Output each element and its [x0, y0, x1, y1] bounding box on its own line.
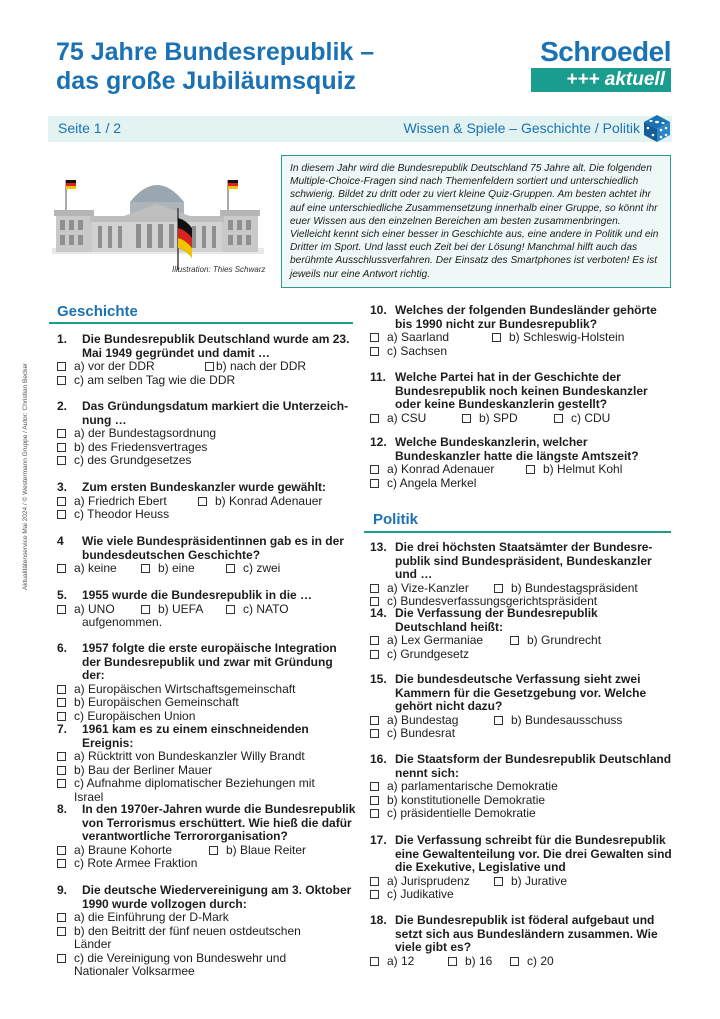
question-2 [57, 400, 357, 468]
checkbox[interactable] [370, 650, 379, 659]
question-text: Die Verfassung schreibt für die Bundesrepublik eine Gewaltenteilung vor. Die drei Gewalten sind die Exekutive, Legislative und [395, 833, 672, 874]
answer-option[interactable]: a) Lex Germaniae [370, 634, 510, 648]
answer-option[interactable]: b) SPD [462, 412, 554, 426]
checkbox[interactable] [57, 954, 66, 963]
answer-option[interactable]: a) keine [57, 562, 141, 576]
checkbox[interactable] [370, 347, 379, 356]
question-14 [370, 607, 672, 661]
question-5 [57, 589, 357, 630]
question-number: 1. [57, 332, 68, 346]
question-number: 12. [370, 435, 387, 449]
checkbox[interactable] [209, 846, 218, 855]
answer-option[interactable]: b) Jurative [494, 875, 567, 889]
question-text: Zum ersten Bundeskanzler wurde gewählt: [82, 480, 327, 494]
question-number: 13. [370, 540, 387, 554]
checkbox[interactable] [370, 796, 379, 805]
checkbox[interactable] [370, 479, 379, 488]
answer-option[interactable]: b) konstitutionelle Demokratie [370, 794, 545, 808]
answer-option[interactable]: b) nach der DDR [205, 360, 306, 374]
question-text: In den 1970er-Jahren wurde die Bundesrepublik von Terrorismus erschüttert. Wie hieß die dafür verantwortliche Terrororganisation? [82, 802, 356, 843]
question-15 [370, 673, 672, 741]
answer-option[interactable]: c) NATO [226, 603, 289, 617]
checkbox[interactable] [370, 957, 379, 966]
schroedel-logo [531, 38, 671, 92]
logo-tag: +++ aktuell [531, 68, 671, 92]
question-1 [57, 333, 357, 387]
question-text: Die drei höchsten Staatsämter der Bundesrepublik sind Bundespräsident, Bundeskanzler und … [395, 540, 653, 581]
intro-box: In diesem Jahr wird die Bundesrepublik Deutschland 75 Jahre alt. Die folgenden Multiple-Choice-Fragen sind nach Themenfeldern sortiert und unterschiedlich schwierig. Bildet zu dritt oder zu viert kleine Quiz-Gruppen. Am besten achtet ihr auf eine unterschiedliche Zusammensetzung innerhalb einer Gruppe, so könnt ihr euer Wissen aus den einzelnen Bereichen am besten zusammenbringen. Vielleicht kennt sich einer besser in Geschichte aus, eine andere in Politik und ein Dritter im Sport. Und lasst euch Zeit bei der Lösung! Manchmal hilft auch das berühmte Ausschlussverfahren. Der Einsatz des Smartphones ist verboten! Es ist jeweils nur eine Antwort richtig. [281, 155, 671, 288]
checkbox[interactable] [494, 584, 503, 593]
question-10 [370, 304, 672, 358]
answer-option[interactable]: a) Europäischen Wirtschaftsgemeinschaft [57, 683, 295, 697]
checkbox[interactable] [370, 716, 379, 725]
answer-option[interactable]: c) die Vereinigung von Bundeswehr und Nationaler Volksarmee [57, 952, 332, 979]
checkbox[interactable] [510, 957, 519, 966]
title-line-1: 75 Jahre Bundesrepublik – [56, 38, 375, 66]
question-text: Welche Bundeskanzlerin, welcher Bundeskanzler hatte die längste Amtszeit? [395, 435, 639, 463]
answer-option[interactable]: a) Konrad Adenauer [370, 463, 526, 477]
question-number: 16. [370, 752, 387, 766]
checkbox[interactable] [57, 712, 66, 721]
answer-option[interactable]: a) parlamentarische Demokratie [370, 780, 558, 794]
answer-option[interactable]: c) Bundesverfassungsgerichtspräsident [370, 595, 597, 609]
question-12 [370, 436, 672, 490]
answer-option[interactable]: b) Bundesausschuss [494, 714, 622, 728]
question-text: 1955 wurde die Bundesrepublik in die … [82, 588, 313, 602]
checkbox[interactable] [370, 782, 379, 791]
question-text: 1961 kam es zu einem einschneidenden Ereignis: [82, 722, 309, 750]
answer-option[interactable]: a) Friedrich Ebert [57, 495, 198, 509]
checkbox[interactable] [370, 597, 379, 606]
checkbox[interactable] [57, 927, 66, 936]
question-number: 11. [370, 370, 387, 384]
checkbox[interactable] [57, 497, 66, 506]
answer-option[interactable]: a) die Einführung der D-Mark [57, 911, 229, 925]
answer-option[interactable]: b) UEFA [141, 603, 226, 617]
question-number: 8. [57, 802, 68, 816]
answer-option[interactable]: a) Rücktritt von Bundeskanzler Willy Brandt [57, 750, 305, 764]
question-6 [57, 642, 357, 723]
answer-option[interactable]: c) Europäischen Union [57, 710, 195, 724]
answer-option[interactable]: c) 20 [510, 955, 554, 969]
title-line-2: das große Jubiläumsquiz [56, 67, 357, 95]
checkbox[interactable] [226, 605, 235, 614]
checkbox[interactable] [57, 376, 66, 385]
answer-option[interactable]: c) Rote Armee Fraktion [57, 857, 197, 871]
question-text: Die Staatsform der Bundesrepublik Deutschland nennt sich: [395, 752, 672, 780]
question-text: Welche Partei hat in der Geschichte der Bundesrepublik noch keinen Bundeskanzler oder keine Bundeskanzlerin gestellt? [395, 370, 648, 411]
question-text: Die Verfassung der Bundesrepublik Deutschland heißt: [395, 606, 598, 634]
checkbox[interactable] [462, 414, 471, 423]
dice-icon [642, 113, 672, 143]
checkbox[interactable] [57, 443, 66, 452]
answer-option[interactable]: b) den Beitritt der fünf neuen ostdeutschen Länder [57, 925, 332, 952]
answer-option[interactable]: a) 12 [370, 955, 448, 969]
section-heading-politics: Politik [373, 511, 419, 528]
answer-option[interactable]: c) Bundesrat [370, 727, 455, 741]
checkbox[interactable] [57, 362, 66, 371]
question-number: 18. [370, 913, 387, 927]
answer-option[interactable]: c) Angela Merkel [370, 477, 476, 491]
category-label: Wissen & Spiele – Geschichte / Politik [403, 120, 640, 136]
page-number: Seite 1 / 2 [58, 120, 122, 136]
question-7 [57, 723, 357, 804]
checkbox[interactable] [554, 414, 563, 423]
info-bar [48, 116, 672, 142]
question-number: 9. [57, 883, 68, 897]
logo-brand: Schroedel [540, 36, 671, 67]
question-number: 3. [57, 480, 68, 494]
question-17 [370, 834, 672, 902]
question-text: Die deutsche Wiedervereinigung am 3. Oktober 1990 wurde vollzogen durch: [82, 883, 352, 911]
answer-option[interactable]: c) des Grundgesetzes [57, 454, 191, 468]
question-text: Das Gründungsdatum markiert die Unterzeichnung … [82, 399, 349, 427]
question-3 [57, 481, 357, 522]
section-divider-history [49, 322, 353, 324]
checkbox[interactable] [492, 333, 501, 342]
section-heading-history: Geschichte [57, 303, 138, 320]
checkbox[interactable] [370, 465, 379, 474]
question-number: 10. [370, 303, 387, 317]
question-number: 4 [57, 534, 64, 548]
question-text: Die Bundesrepublik ist föderal aufgebaut und setzt sich aus Bundesländern zusammen. Wie viele gibt es? [395, 913, 658, 954]
question-tail: aufgenommen. [82, 615, 163, 629]
answer-option[interactable]: b) Bundestagspräsident [494, 582, 638, 596]
question-text: Welches der folgenden Bundesländer gehörte bis 1990 nicht zur Bundesrepublik? [395, 303, 657, 331]
question-number: 17. [370, 833, 387, 847]
checkbox[interactable] [57, 913, 66, 922]
answer-option[interactable]: c) am selben Tag wie die DDR [57, 374, 235, 388]
checkbox[interactable] [57, 859, 66, 868]
checkbox[interactable] [57, 456, 66, 465]
answer-option[interactable]: b) Europäischen Gemeinschaft [57, 696, 239, 710]
question-9 [57, 884, 357, 979]
answer-option[interactable]: b) eine [141, 562, 226, 576]
answer-option[interactable]: b) Blaue Reiter [209, 844, 306, 858]
answer-option[interactable]: a) Bundestag [370, 714, 494, 728]
answer-option[interactable]: a) UNO [57, 603, 141, 617]
answer-option[interactable]: a) vor der DDR [57, 360, 205, 374]
checkbox[interactable] [57, 766, 66, 775]
checkbox[interactable] [57, 429, 66, 438]
answer-option[interactable]: c) Judikative [370, 888, 454, 902]
question-16 [370, 753, 672, 821]
checkbox[interactable] [370, 729, 379, 738]
checkbox[interactable] [494, 716, 503, 725]
answer-option[interactable]: b) Helmut Kohl [526, 463, 622, 477]
answer-option[interactable]: c) CDU [554, 412, 610, 426]
question-4 [57, 535, 357, 576]
page-title [56, 38, 374, 96]
illustration-credit: Illustration: Thies Schwarz [172, 265, 266, 274]
answer-option[interactable]: a) CSU [370, 412, 462, 426]
question-number: 2. [57, 399, 68, 413]
checkbox[interactable] [526, 465, 535, 474]
answer-option[interactable]: b) Grundrecht [510, 634, 601, 648]
question-11 [370, 371, 672, 425]
checkbox[interactable] [205, 362, 214, 371]
checkbox[interactable] [448, 957, 457, 966]
question-number: 15. [370, 672, 387, 686]
checkbox[interactable] [370, 890, 379, 899]
answer-option[interactable]: a) der Bundestagsordnung [57, 427, 216, 441]
question-13 [370, 541, 672, 609]
checkbox[interactable] [57, 605, 66, 614]
checkbox[interactable] [370, 333, 379, 342]
question-number: 5. [57, 588, 68, 602]
checkbox[interactable] [494, 877, 503, 886]
checkbox[interactable] [57, 752, 66, 761]
checkbox[interactable] [57, 685, 66, 694]
checkbox[interactable] [370, 414, 379, 423]
question-text: 1957 folgte die erste europäische Integration der Bundesrepublik und zwar mit Gründung der: [82, 641, 337, 682]
checkbox[interactable] [510, 636, 519, 645]
answer-option[interactable]: b) 16 [448, 955, 510, 969]
section-divider-politics [364, 531, 671, 533]
question-text: Die bundesdeutsche Verfassung sieht zwei Kammern für die Gesetzgebung vor. Welche gehört nicht dazu? [395, 672, 647, 713]
checkbox[interactable] [141, 564, 150, 573]
question-number: 14. [370, 606, 387, 620]
answer-option[interactable]: b) Konrad Adenauer [198, 495, 322, 509]
checkbox[interactable] [226, 564, 235, 573]
answer-option[interactable]: a) Vize-Kanzler [370, 582, 494, 596]
checkbox[interactable] [198, 497, 207, 506]
question-18 [370, 914, 672, 968]
answer-option[interactable]: b) des Friedensvertrages [57, 441, 207, 455]
question-number: 7. [57, 722, 68, 736]
answer-option[interactable]: a) Braune Kohorte [57, 844, 209, 858]
checkbox[interactable] [370, 877, 379, 886]
checkbox[interactable] [141, 605, 150, 614]
checkbox[interactable] [57, 510, 66, 519]
question-text: Die Bundesrepublik Deutschland wurde am 23. Mai 1949 gegründet und damit … [82, 332, 350, 360]
answer-option[interactable]: c) präsidentielle Demokratie [370, 807, 536, 821]
answer-option[interactable]: c) Aufnahme diplomatischer Beziehungen mit Israel [57, 777, 332, 804]
answer-option[interactable]: c) zwei [226, 562, 280, 576]
answer-option[interactable]: c) Theodor Heuss [57, 508, 169, 522]
checkbox[interactable] [370, 809, 379, 818]
answer-option[interactable]: b) Schleswig-Holstein [492, 331, 624, 345]
checkbox[interactable] [370, 636, 379, 645]
answer-option[interactable]: a) Jurisprudenz [370, 875, 494, 889]
question-number: 6. [57, 641, 68, 655]
answer-option[interactable]: a) Saarland [370, 331, 492, 345]
reichstag-illustration [52, 158, 264, 278]
question-8 [57, 803, 357, 871]
vertical-copyright: Aktualitätenservice Mai 2024 / © Westermann Gruppe / Autor: Christian Becker [22, 362, 29, 590]
answer-option[interactable]: c) Sachsen [370, 345, 447, 359]
checkbox[interactable] [57, 779, 66, 788]
checkbox[interactable] [57, 846, 66, 855]
checkbox[interactable] [57, 564, 66, 573]
checkbox[interactable] [57, 698, 66, 707]
answer-option[interactable]: b) Bau der Berliner Mauer [57, 764, 212, 778]
checkbox[interactable] [370, 584, 379, 593]
question-text: Wie viele Bundespräsidentinnen gab es in der bundesdeutschen Geschichte? [82, 534, 344, 562]
answer-option[interactable]: c) Grundgesetz [370, 648, 469, 662]
